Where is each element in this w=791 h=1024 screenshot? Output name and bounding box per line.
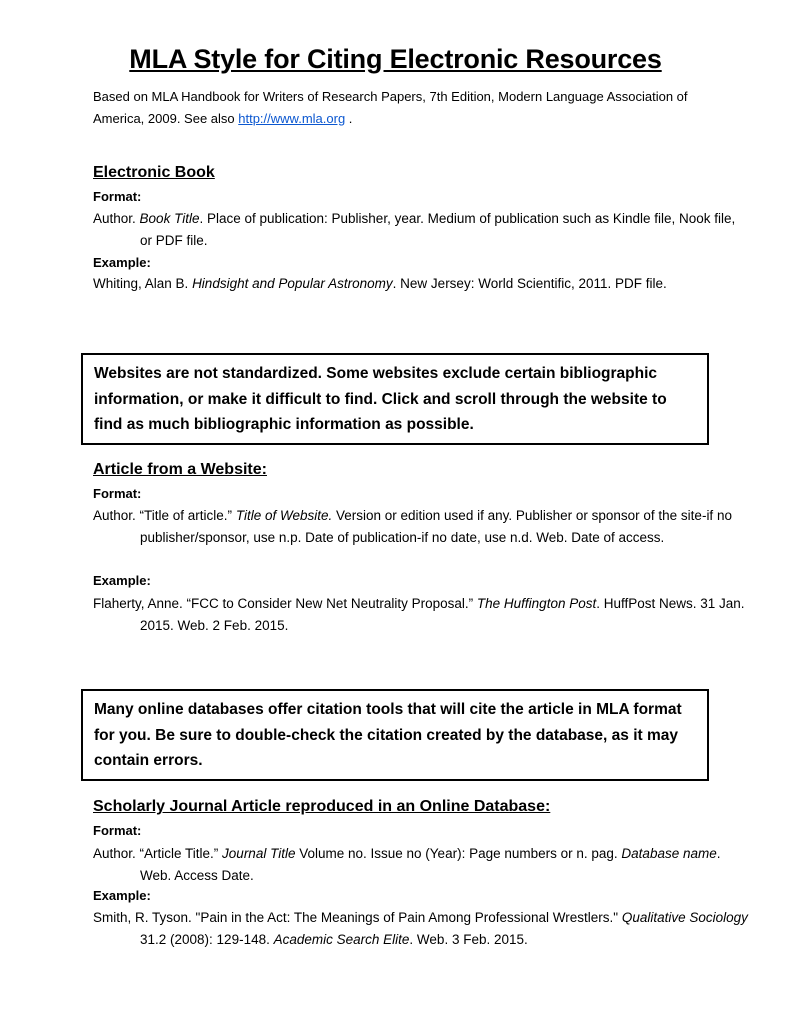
format-label: Format: <box>93 189 142 204</box>
mla-link[interactable]: http://www.mla.org <box>238 110 346 126</box>
format-label: Format: <box>93 486 142 501</box>
example-label: Example: <box>93 573 151 588</box>
journal-example-citation: Smith, R. Tyson. "Pain in the Act: The Meanings of Pain Among Professional Wrestlers." Qualitative Sociology 31.2 (2008): 129-148. Academic Search Elite. Web. 3 Feb. 2015. <box>93 910 748 947</box>
intro-text: Based on MLA Handbook for Writers of Research Papers, 7th Edition, Modern Language Association of America, 2009. See also <box>93 89 688 126</box>
website-example-citation: Flaherty, Anne. “FCC to Consider New Net Neutrality Proposal.” The Huffington Post. HuffPost News. 31 Jan. 2015. Web. 2 Feb. 2015. <box>93 596 745 633</box>
section-heading-website-article: Article from a Website: <box>93 461 267 478</box>
journal-format-title: Journal Title <box>222 846 296 861</box>
page-title: MLA Style for Citing Electronic Resources <box>129 44 662 74</box>
ebook-example-title: Hindsight and Popular Astronomy <box>192 276 393 291</box>
journal-format-citation: Author. “Article Title.” Journal Title Volume no. Issue no (Year): Page numbers or n. pag. Database name. Web. Access Date. <box>93 846 721 883</box>
journal-example-title: Qualitative Sociology <box>621 910 748 925</box>
intro-text-end: . <box>345 110 353 126</box>
example-label: Example: <box>93 255 151 270</box>
website-format-title: Title of Website. <box>235 508 333 523</box>
intro-paragraph <box>93 86 703 129</box>
ebook-example-citation: Whiting, Alan B. Hindsight and Popular Astronomy. New Jersey: World Scientific, 2011. PDF file. <box>93 276 667 291</box>
example-label: Example: <box>93 888 151 903</box>
databases-notice-box: Many online databases offer citation tools that will cite the article in MLA format for you. Be sure to double-check the citation created by the database, as it may contain errors. <box>81 689 709 781</box>
website-format-citation: Author. “Title of article.” Title of Website. Version or edition used if any. Publisher or sponsor of the site-if no publisher/sponsor, use n.p. Date of publication-if no date, use n.d. Web. Date of access. <box>93 508 732 545</box>
ebook-format-title: Book Title <box>139 211 200 226</box>
websites-notice-box: Websites are not standardized. Some websites exclude certain bibliographic information, or make it difficult to find. Click and scroll through the website to find as much bibliographic information as possible. <box>81 353 709 445</box>
section-heading-ebook: Electronic Book <box>93 164 215 181</box>
journal-example-database: Academic Search Elite <box>273 932 410 947</box>
website-example-title: The Huffington Post <box>476 596 597 611</box>
section-heading-journal-article: Scholarly Journal Article reproduced in an Online Database: <box>93 798 551 815</box>
format-label: Format: <box>93 823 142 838</box>
journal-format-database: Database name <box>621 846 717 861</box>
ebook-format-citation: Author. Book Title. Place of publication: Publisher, year. Medium of publication such as Kindle file, Nook file, or PDF file. <box>93 211 736 248</box>
